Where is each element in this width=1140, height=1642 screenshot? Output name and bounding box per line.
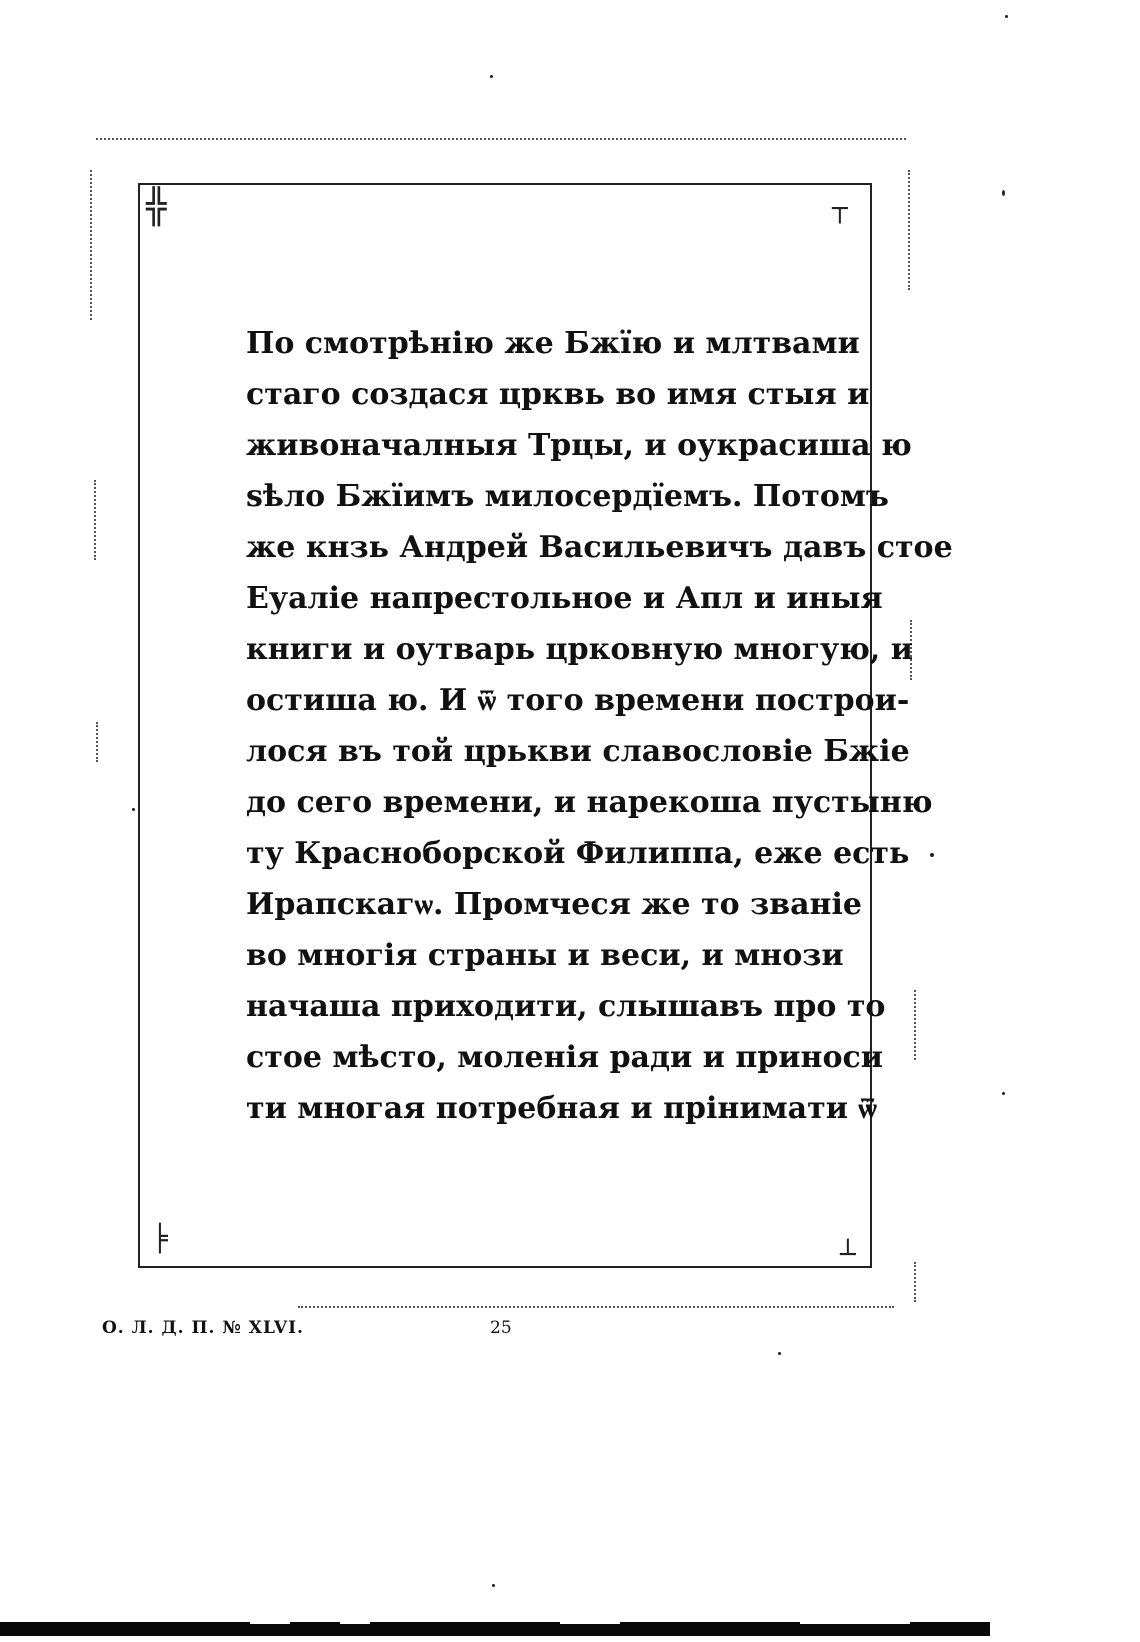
text-line: ѕѣло Бжїимъ милосердїемъ. Потомъ — [246, 479, 889, 514]
top-left-ornament: ╬ — [146, 187, 167, 227]
text-line: стаго создася црквь во имя стыя и — [246, 377, 870, 412]
scan-edge-gap — [800, 1618, 910, 1624]
text-line: Ирапскагѡ. Промчеся же то званіе — [246, 887, 862, 922]
scan-edge-gap — [340, 1618, 370, 1624]
text-line: живоначалныя Трцы, и оукрасиша ю — [246, 428, 912, 463]
top-dotted-rule — [96, 138, 906, 140]
ink-speck — [930, 853, 934, 857]
top-right-ornament: ┬ — [832, 194, 848, 224]
ink-speck — [1005, 15, 1008, 18]
left-dotted-rule — [94, 480, 96, 560]
page-number: 25 — [490, 1318, 512, 1338]
ink-speck — [778, 1352, 781, 1355]
text-line: книги и оутварь црковную многую, и — [246, 632, 914, 667]
right-dotted-rule — [908, 170, 910, 290]
scan-edge-gap — [250, 1618, 290, 1624]
scan-edge-gap — [560, 1618, 620, 1624]
signature-mark: О. Л. Д. П. № XLVI. — [102, 1318, 304, 1338]
text-line: стое мѣсто, моленія ради и приноси — [246, 1040, 884, 1075]
text-line: ти многая потребная и прінимати ѿ — [246, 1091, 877, 1126]
ink-speck — [1002, 190, 1005, 196]
bottom-left-ornament: ╞ — [152, 1224, 168, 1254]
scan-edge-band — [0, 1622, 990, 1636]
text-line: лося въ той црькви славословіе Бжіе — [246, 734, 910, 769]
text-line: По смотрѣнію же Бжїю и млтвами — [246, 326, 860, 361]
ink-speck — [132, 808, 135, 811]
text-line: Еуаліе напрестольное и Апл и иныя — [246, 581, 883, 616]
ink-speck — [490, 75, 493, 78]
left-dotted-rule — [90, 170, 92, 320]
ink-speck — [1002, 1092, 1005, 1095]
text-line: во многія страны и веси, и мнози — [246, 938, 844, 973]
text-line: остиша ю. И ѿ того времени построи- — [246, 683, 910, 718]
ink-speck — [492, 1584, 495, 1587]
right-dotted-rule — [914, 990, 916, 1060]
text-line: начаша приходити, слышавъ про то — [246, 989, 886, 1024]
text-line: до сего времени, и нарекоша пустыню — [246, 785, 933, 820]
right-dotted-rule — [914, 1262, 916, 1302]
left-dotted-rule — [96, 722, 98, 762]
text-line: ту Красноборской Филиппа, еже есть — [246, 836, 910, 871]
bottom-dotted-rule — [298, 1306, 894, 1308]
text-line: же кнзь Андрей Васильевичъ давъ стое — [246, 530, 953, 565]
bottom-right-ornament: ┴ — [840, 1240, 856, 1270]
body-text — [246, 318, 953, 1134]
